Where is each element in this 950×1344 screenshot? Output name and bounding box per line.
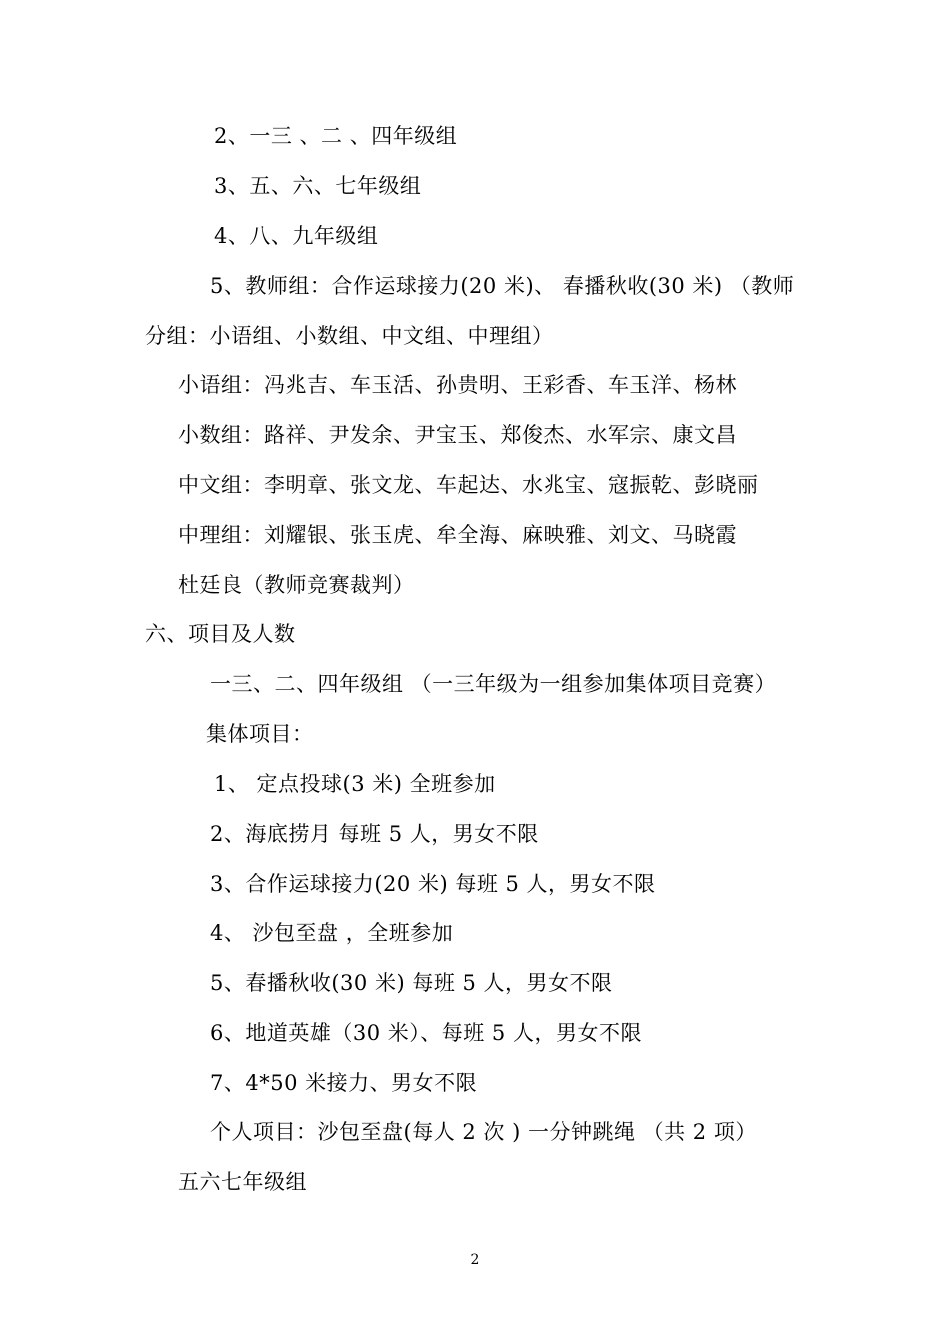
list-item-event-2: 2、海底捞月 每班 5 人，男女不限: [210, 822, 539, 846]
list-item-event-7: 7、4*50 米接力、男女不限: [210, 1071, 478, 1095]
list-item-event-3: 3、合作运球接力(20 米) 每班 5 人，男女不限: [210, 872, 656, 896]
text-line-xiaoyu-group: 小语组：冯兆吉、车玉活、孙贵明、王彩香、车玉洋、杨林: [178, 373, 737, 397]
text-line-teacher-group: 5、教师组：合作运球接力(20 米)、 春播秋收(30 米) （教师: [210, 274, 795, 298]
list-item-event-4: 4、 沙包至盘 ，全班参加: [210, 921, 454, 945]
text-line-individual-events: 个人项目：沙包至盘(每人 2 次 ) 一分钟跳绳 （共 2 项）: [210, 1120, 757, 1144]
list-item-event-6: 6、地道英雄（30 米）、每班 5 人，男女不限: [210, 1021, 642, 1045]
text-line-teacher-subgroups: 分组：小语组、小数组、中文组、中理组）: [145, 324, 554, 348]
text-line-grade-5-7-heading: 五六七年级组: [178, 1170, 307, 1194]
text-line-team-events-label: 集体项目：: [206, 722, 314, 746]
section-heading-events: 六、项目及人数: [145, 622, 296, 646]
list-item-event-1: 1、 定点投球(3 米) 全班参加: [214, 772, 496, 796]
text-line-referee: 杜廷良（教师竞赛裁判）: [178, 573, 415, 597]
text-line-zhongwen-group: 中文组：李明章、张文龙、车起达、水兆宝、寇振乾、彭晓丽: [178, 473, 759, 497]
text-line-grade-group-2: 2、一三 、二 、四年级组: [214, 124, 458, 148]
page-number: 2: [470, 1252, 480, 1268]
list-item-event-5: 5、春播秋收(30 米) 每班 5 人，男女不限: [210, 971, 613, 995]
text-line-zhongli-group: 中理组：刘耀银、张玉虎、牟全海、麻映雅、刘文、马晓霞: [178, 523, 737, 547]
text-line-grade-group-4: 4、八、九年级组: [214, 224, 379, 248]
text-line-grade-1-4-heading: 一三、二、四年级组 （一三年级为一组参加集体项目竞赛）: [210, 672, 777, 696]
text-line-grade-group-3: 3、五、六、七年级组: [214, 174, 422, 198]
text-line-xiaoshu-group: 小数组：路祥、尹发余、尹宝玉、郑俊杰、水军宗、康文昌: [178, 423, 737, 447]
